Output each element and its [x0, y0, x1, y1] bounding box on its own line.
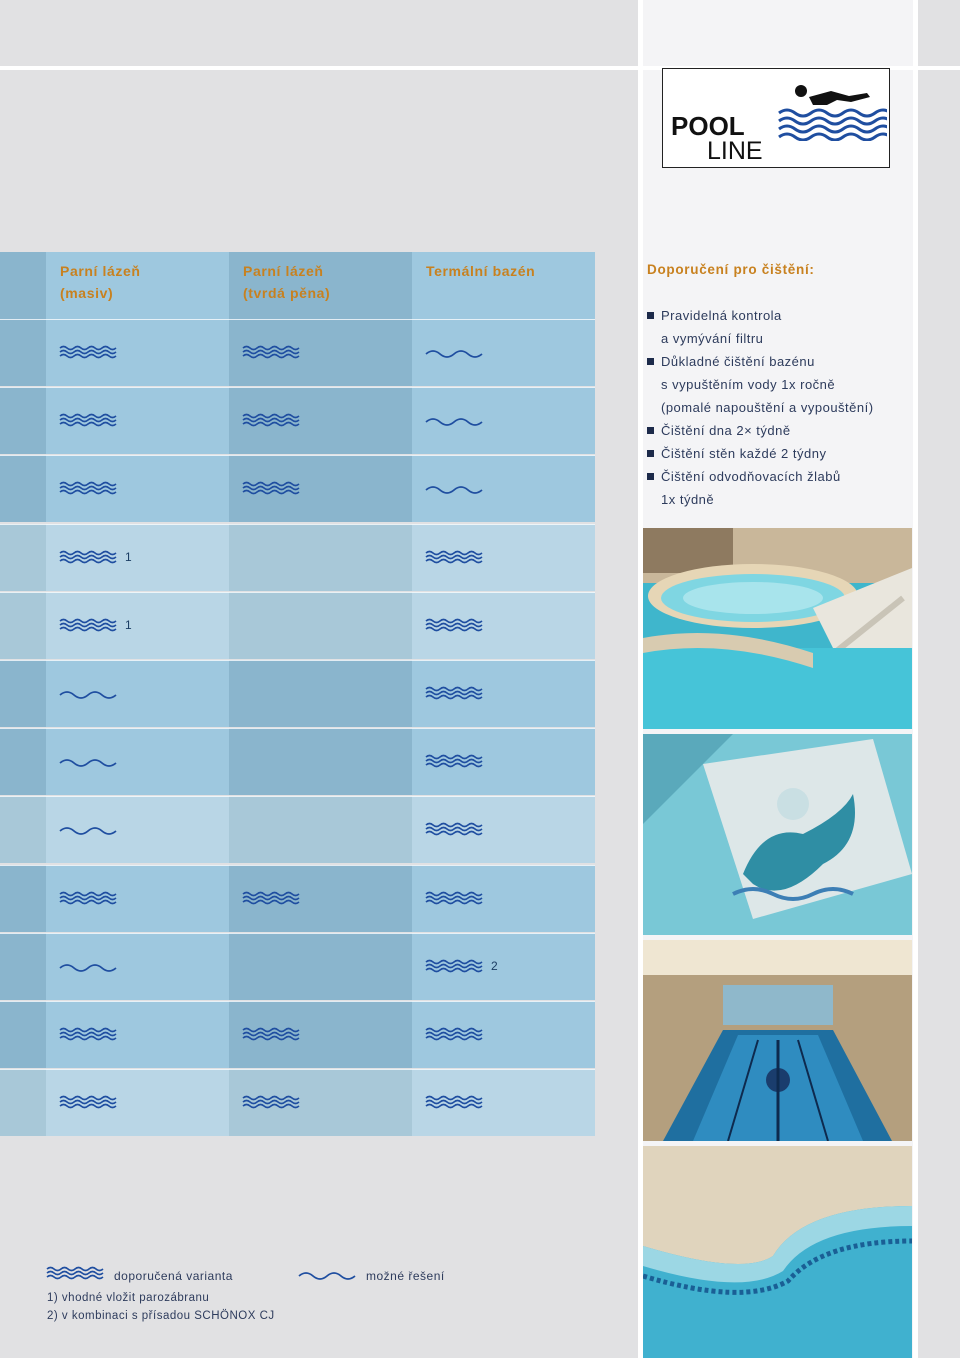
recommended-wave-icon — [59, 891, 117, 907]
table-cell — [229, 1001, 412, 1068]
recommended-wave-icon — [59, 618, 117, 634]
recommended-wave-icon — [59, 345, 117, 361]
cleaning-item — [647, 350, 922, 419]
photo-seahorse-mosaic-pool — [643, 734, 912, 935]
photo-indoor-lap-pool — [643, 940, 912, 1141]
recommended-wave-icon — [59, 481, 117, 497]
recommended-wave-icon — [425, 891, 483, 907]
row-spacer-cell — [0, 1001, 46, 1068]
logo-word-pool: POOL — [671, 111, 745, 141]
photo-round-whirlpool-pool — [643, 528, 912, 729]
table-row — [0, 524, 595, 591]
row-spacer-cell — [0, 865, 46, 932]
bullet-square-icon — [647, 312, 654, 319]
table-cell — [46, 796, 229, 863]
table-cell — [412, 387, 595, 454]
header-steam-foam-line2: (tvrdá pěna) — [243, 285, 331, 301]
recommended-wave-icon — [425, 686, 483, 702]
row-spacer-cell — [0, 387, 46, 454]
cleaning-item-line: 1x týdně — [661, 492, 715, 507]
recommended-wave-icon — [425, 1027, 483, 1043]
row-divider — [0, 319, 595, 320]
row-divider — [0, 660, 595, 661]
indoor-pool-image — [643, 940, 912, 1141]
recommended-wave-icon — [425, 550, 483, 566]
header-thermal-pool-line1: Termální bazén — [426, 263, 536, 279]
recommended-wave-icon — [425, 618, 483, 634]
row-spacer-cell — [0, 455, 46, 522]
table-cell — [229, 660, 412, 727]
header-steam-solid — [46, 252, 229, 319]
recommended-wave-icon — [242, 1095, 300, 1111]
recommended-wave-icon — [59, 550, 117, 566]
recommended-wave-icon — [59, 413, 117, 429]
table-cell — [46, 865, 229, 932]
row-spacer-cell — [0, 1069, 46, 1136]
footnote-ref: 2 — [491, 958, 498, 973]
possible-wave-icon — [425, 484, 483, 494]
bullet-square-icon — [647, 473, 654, 480]
recommended-wave-icon — [425, 959, 483, 975]
table-cell — [46, 1069, 229, 1136]
table-cell — [46, 387, 229, 454]
table-cell — [412, 865, 595, 932]
footnote-1: 1) vhodné vložit parozábranu — [47, 1292, 210, 1304]
table-cell — [46, 660, 229, 727]
recommended-wave-icon — [46, 1266, 104, 1282]
table-cell — [412, 455, 595, 522]
row-divider — [0, 524, 595, 525]
row-spacer-cell — [0, 524, 46, 591]
table-row — [0, 796, 595, 863]
table-cell — [229, 796, 412, 863]
table-cell — [412, 1001, 595, 1068]
footnote-ref: 1 — [125, 549, 132, 564]
footnote-ref: 1 — [125, 617, 132, 632]
recommended-wave-icon — [242, 1027, 300, 1043]
table-cell — [229, 1069, 412, 1136]
row-divider — [0, 865, 595, 866]
header-steam-foam-line1: Parní lázeň — [243, 263, 324, 279]
cleaning-item — [647, 304, 922, 350]
row-divider — [0, 387, 595, 388]
recommended-wave-icon — [242, 891, 300, 907]
row-spacer-cell — [0, 660, 46, 727]
possible-wave-icon — [59, 689, 117, 699]
row-spacer-cell — [0, 592, 46, 659]
header-spacer — [0, 252, 46, 319]
table-row — [0, 592, 595, 659]
table-cell — [412, 728, 595, 795]
recommended-wave-icon — [242, 481, 300, 497]
possible-wave-icon — [59, 757, 117, 767]
table-cell — [229, 455, 412, 522]
recommended-wave-icon — [425, 754, 483, 770]
row-divider — [0, 592, 595, 593]
pool-edge-image — [643, 1146, 912, 1358]
table-cell — [412, 1069, 595, 1136]
table-row — [0, 865, 595, 932]
table-cell — [412, 660, 595, 727]
recommended-wave-icon — [242, 345, 300, 361]
row-spacer-cell — [0, 319, 46, 386]
table-row — [0, 933, 595, 1000]
column-divider-right — [913, 0, 918, 1358]
bullet-square-icon — [647, 450, 654, 457]
bullet-square-icon — [647, 427, 654, 434]
table-cell — [46, 524, 229, 591]
table-cell — [46, 933, 229, 1000]
recommended-wave-icon — [59, 1095, 117, 1111]
whirlpool-pool-image — [643, 528, 912, 729]
poolline-logo — [662, 68, 890, 168]
cleaning-item-line: Čištění odvodňovacích žlabů — [661, 469, 841, 484]
footnote-2: 2) v kombinaci s přísadou SCHÖNOX CJ — [47, 1310, 275, 1322]
cleaning-item-line: Čištění dna 2× týdně — [661, 423, 791, 438]
row-divider — [0, 1001, 595, 1002]
row-divider — [0, 728, 595, 729]
table-row — [0, 319, 595, 386]
logo-word-line: LINE — [707, 137, 763, 165]
possible-wave-icon — [59, 962, 117, 972]
cleaning-item — [647, 465, 922, 511]
table-cell — [46, 319, 229, 386]
bullet-square-icon — [647, 358, 654, 365]
table-cell — [46, 1001, 229, 1068]
table-cell — [412, 796, 595, 863]
legend-possible-label: možné řešení — [366, 1269, 445, 1283]
recommended-wave-icon — [59, 1027, 117, 1043]
row-divider — [0, 796, 595, 797]
table-cell — [229, 319, 412, 386]
possible-wave-icon — [425, 416, 483, 426]
row-spacer-cell — [0, 933, 46, 1000]
table-cell — [46, 592, 229, 659]
cleaning-item-line: Čištění stěn každé 2 týdny — [661, 446, 827, 461]
row-spacer-cell — [0, 796, 46, 863]
table-row — [0, 1001, 595, 1068]
table-cell — [412, 319, 595, 386]
possible-wave-icon — [425, 348, 483, 358]
header-thermal-pool — [412, 252, 595, 319]
cleaning-title: Doporučení pro čištění: — [647, 262, 815, 277]
table-cell — [412, 592, 595, 659]
header-steam-solid-line1: Parní lázeň — [60, 263, 141, 279]
table-cell — [229, 524, 412, 591]
table-cell — [229, 387, 412, 454]
row-spacer-cell — [0, 728, 46, 795]
row-divider — [0, 933, 595, 934]
table-cell — [229, 592, 412, 659]
row-divider — [0, 1069, 595, 1070]
table-cell — [412, 933, 595, 1000]
table-cell — [229, 728, 412, 795]
recommended-wave-icon — [425, 822, 483, 838]
table-row — [0, 1069, 595, 1136]
table-row — [0, 387, 595, 454]
header-steam-foam — [229, 252, 412, 319]
recommended-wave-icon — [425, 1095, 483, 1111]
photo-pool-edge-border — [643, 1146, 912, 1358]
cleaning-list — [647, 304, 922, 511]
cleaning-item-line: s vypuštěním vody 1x ročně — [661, 377, 836, 392]
suitability-table — [0, 252, 595, 1143]
possible-wave-icon — [298, 1270, 356, 1280]
swimmer-waves-icon — [775, 83, 887, 141]
legend-recommended-label: doporučená varianta — [114, 1269, 233, 1283]
cleaning-item — [647, 442, 922, 465]
table-row — [0, 728, 595, 795]
possible-wave-icon — [59, 825, 117, 835]
table-row — [0, 660, 595, 727]
cleaning-item — [647, 419, 922, 442]
cleaning-item-line: Důkladné čištění bazénu — [661, 354, 815, 369]
table-row — [0, 455, 595, 522]
table-cell — [229, 933, 412, 1000]
table-cell — [412, 524, 595, 591]
cleaning-item-line: Pravidelná kontrola — [661, 308, 782, 323]
mosaic-pool-image — [643, 734, 912, 935]
header-steam-solid-line2: (masiv) — [60, 285, 114, 301]
table-cell — [46, 728, 229, 795]
cleaning-item-line: a vymývání filtru — [661, 331, 764, 346]
table-cell — [46, 455, 229, 522]
row-divider — [0, 455, 595, 456]
table-cell — [229, 865, 412, 932]
recommended-wave-icon — [242, 413, 300, 429]
cleaning-item-line: (pomalé napouštění a vypouštění) — [661, 400, 874, 415]
